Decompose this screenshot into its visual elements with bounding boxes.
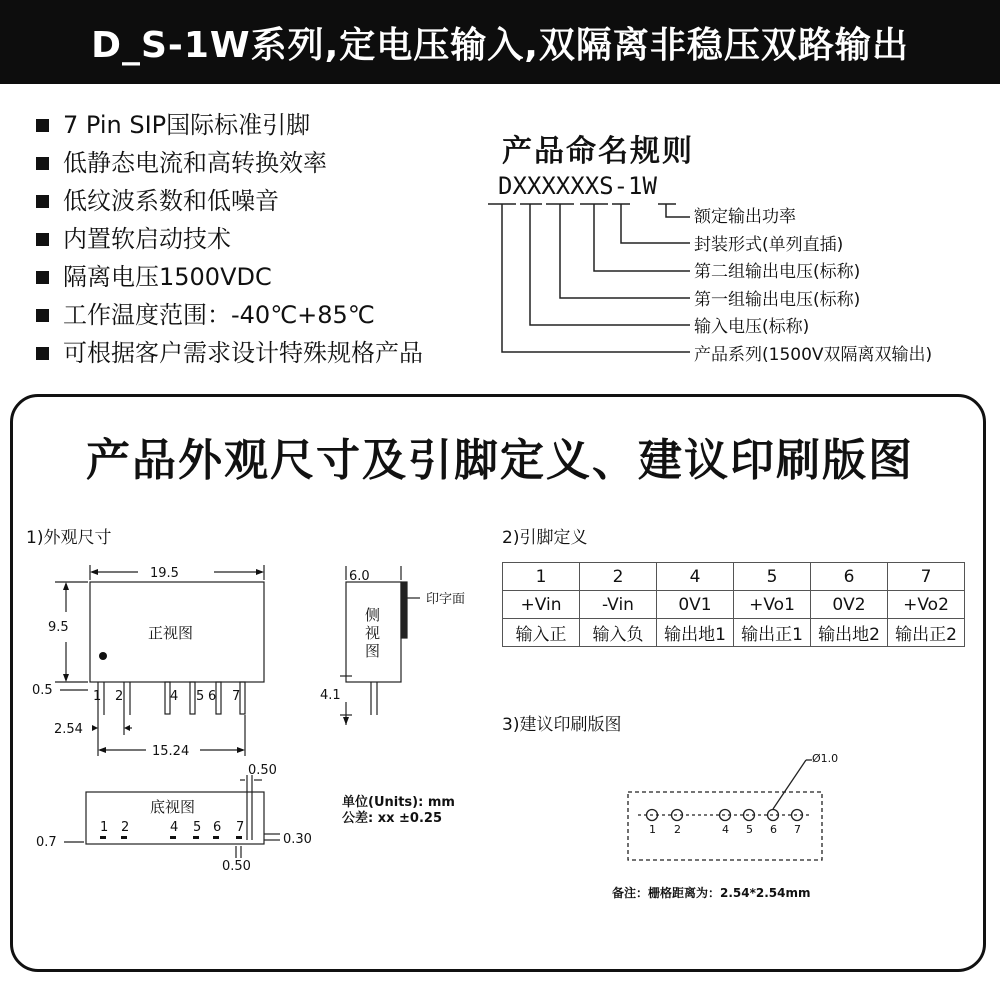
standoff-dimension: 0.5 — [32, 683, 53, 698]
pin-number: 4 — [170, 689, 179, 704]
pin-width-bottom: 0.50 — [222, 859, 251, 874]
naming-item: 第二组输出电压(标称) — [694, 262, 861, 282]
hole-diameter: Ø1.0 — [812, 752, 839, 765]
pin-thickness: 0.30 — [283, 832, 312, 847]
pin-number: 4 — [170, 820, 179, 835]
naming-item: 产品系列(1500V双隔离双输出) — [694, 344, 933, 365]
table-row: +Vin -Vin 0V1 +Vo1 0V2 +Vo2 — [503, 591, 965, 619]
pin-number: 6 — [208, 689, 217, 704]
pitch-dimension: 2.54 — [54, 722, 83, 737]
feature-item: 低静态电流和高转换效率 — [36, 144, 423, 182]
grid-note: 备注：栅格距离为：2.54*2.54mm — [612, 886, 811, 900]
feature-item: 工作温度范围：-40℃+85℃ — [36, 296, 423, 334]
page-title: D_S-1W系列,定电压输入,双隔离非稳压双路输出 — [91, 24, 909, 66]
svg-text:4: 4 — [722, 823, 729, 836]
pin-width-top: 0.50 — [248, 763, 277, 778]
naming-item: 额定输出功率 — [694, 207, 796, 227]
depth-dimension: 6.0 — [349, 569, 370, 584]
pin-number: 2 — [115, 689, 124, 704]
pin-number: 7 — [236, 820, 245, 835]
naming-rule-connectors — [480, 190, 700, 362]
dimensions-heading: 1)外观尺寸 — [26, 528, 112, 548]
bottom-offset: 0.7 — [36, 835, 57, 850]
feature-item: 可根据客户需求设计特殊规格产品 — [36, 334, 423, 372]
table-row: 1 2 4 5 6 7 — [503, 563, 965, 591]
bottom-view-label: 底视图 — [150, 798, 196, 816]
pin-definition-heading: 2)引脚定义 — [502, 528, 588, 548]
pin-number: 1 — [93, 689, 102, 704]
pin-number: 6 — [213, 820, 222, 835]
pin-number: 5 — [196, 689, 205, 704]
naming-item: 输入电压(标称) — [694, 317, 810, 337]
pcb-layout-drawing — [600, 740, 840, 870]
feature-item: 隔离电压1500VDC — [36, 258, 423, 296]
feature-item: 低纹波系数和低噪音 — [36, 182, 423, 220]
naming-item: 第一组输出电压(标称) — [694, 289, 861, 310]
print-face-label: 印字面 — [426, 592, 466, 607]
svg-text:6: 6 — [770, 823, 777, 836]
panel-title: 产品外观尺寸及引脚定义、建议印刷版图 — [86, 435, 914, 486]
pin-definition-table — [502, 562, 965, 647]
svg-text:1: 1 — [649, 823, 656, 836]
svg-text:7: 7 — [794, 823, 801, 836]
height-dimension: 9.5 — [48, 620, 69, 635]
svg-text:2: 2 — [674, 823, 681, 836]
naming-item: 封装形式(单列直插) — [694, 234, 844, 255]
svg-text:5: 5 — [746, 823, 753, 836]
span-dimension: 15.24 — [152, 744, 190, 759]
width-dimension: 19.5 — [150, 566, 179, 581]
front-view-label: 正视图 — [148, 624, 194, 642]
pcb-layout-heading: 3)建议印刷版图 — [502, 715, 622, 735]
model-code: DXXXXXXS-1W — [498, 172, 657, 200]
side-view-label: 侧视图 — [365, 606, 381, 660]
pin-number: 1 — [100, 820, 109, 835]
units-note: 单位(Units): mm 公差: xx ±0.25 — [342, 795, 455, 826]
pin-length-dimension: 4.1 — [320, 688, 341, 703]
feature-item: 内置软启动技术 — [36, 220, 423, 258]
naming-rule-title: 产品命名规则 — [502, 134, 694, 169]
pin-number: 5 — [193, 820, 202, 835]
pin-number: 2 — [121, 820, 130, 835]
table-row: 输入正 输入负 输出地1 输出正1 输出地2 输出正2 — [503, 619, 965, 647]
naming-rule-list — [694, 206, 932, 371]
pin-number: 7 — [232, 689, 241, 704]
feature-item: 7 Pin SIP国际标准引脚 — [36, 106, 423, 144]
